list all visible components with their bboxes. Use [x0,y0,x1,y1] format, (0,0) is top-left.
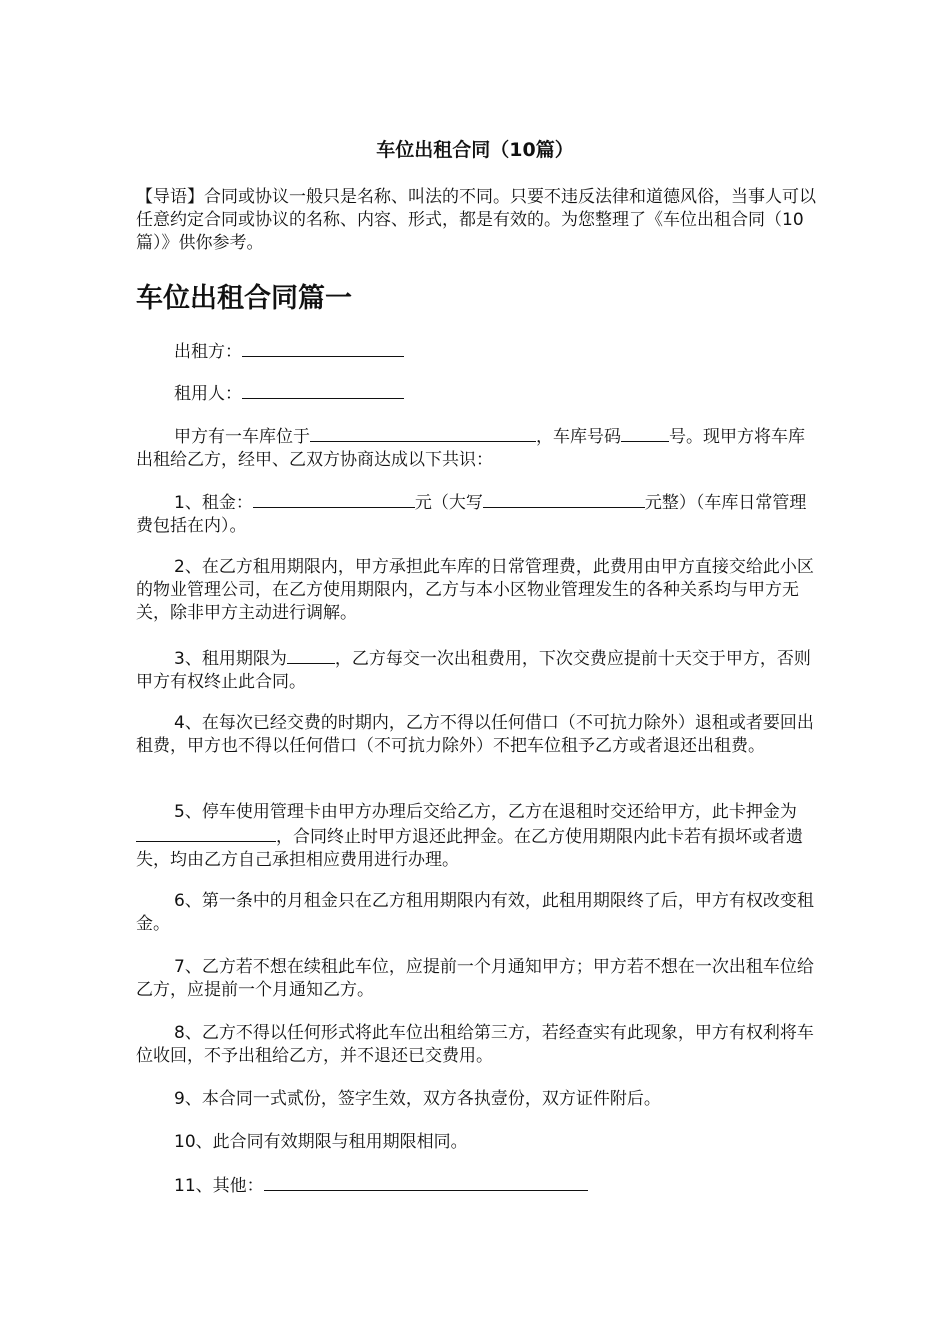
clause-1 [136,490,816,538]
lessee-blank [242,381,404,399]
clause-text: 3、租用期限为 [174,649,287,669]
clause-3 [136,646,816,694]
clause-5 [136,801,816,872]
clause-text: ，车库号码 [536,427,621,447]
clause-text: 元（大写 [414,493,483,513]
clause-text: ，乙方每交一次出租费用，下次交费应提前十天交于甲方，否则甲方有权终止此合同。 [136,649,811,692]
clause-4: 4、在每次已经交费的时期内，乙方不得以任何借口（不可抗力除外）退租或者要回出租费，甲方也不得以任何借口（不可抗力除外）不把车位租予乙方或者退还出租费。 [136,713,814,756]
clause-9: 9、本合同一式贰份，签字生效，双方各执壹份，双方证件附后。 [174,1089,661,1109]
lessor-label: 出租方： [174,342,242,362]
clause-10: 10、此合同有效期限与租用期限相同。 [174,1132,468,1152]
lessor-line [136,339,816,364]
clause-text: 1、租金： [174,493,253,513]
clause-7: 7、乙方若不想在续租此车位，应提前一个月通知甲方；甲方若不想在一次出租车位给乙方，应提前一个月通知乙方。 [136,957,814,1000]
term-blank [287,646,335,664]
rent-capital-blank [483,490,645,508]
lessee-label: 租用人： [174,384,242,404]
lessee-line [136,381,816,406]
clause-6: 6、第一条中的月租金只在乙方租用期限内有效，此租用期限终了后，甲方有权改变租金。 [136,891,814,934]
clause-intro [136,424,816,472]
other-blank [264,1173,588,1191]
lessor-blank [242,339,404,357]
section-heading: 车位出租合同篇一 [136,283,352,314]
garage-number-blank [621,424,669,442]
rent-blank [253,490,415,508]
clause-11 [136,1173,816,1198]
clause-text: 甲方有一车库位于 [174,427,310,447]
clause-text: 号。现甲方将车库出租给乙方，经甲、乙双方协商达成以下共识： [136,427,805,470]
clause-text: ，合同终止时甲方退还此押金。在乙方使用期限内此卡若有损坏或者遗失，均由乙方自己承担相应费用进行办理。 [136,827,803,870]
clause-2: 2、在乙方租用期限内，甲方承担此车库的日常管理费，此费用由甲方直接交给此小区的物业管理公司，在乙方使用期限内，乙方与本小区物业管理发生的各种关系均与甲方无关，除非甲方主动进行调解。 [136,557,814,623]
intro-paragraph: 【导语】合同或协议一般只是名称、叫法的不同。只要不违反法律和道德风俗，当事人可以任意约定合同或协议的名称、内容、形式，都是有效的。为您整理了《车位出租合同（10篇）》供你参考。 [136,187,816,253]
clause-text: 元整）（车库日常管理费包括在内）。 [136,493,807,536]
location-blank [310,424,536,442]
deposit-blank [136,824,276,842]
document-title: 车位出租合同（10篇） [376,139,574,161]
clause-text: 11、其他： [174,1176,264,1196]
clause-text: 5、停车使用管理卡由甲方办理后交给乙方，乙方在退租时交还给甲方，此卡押金为 [174,802,797,822]
clause-8: 8、乙方不得以任何形式将此车位出租给第三方，若经查实有此现象，甲方有权利将车位收回，不予出租给乙方，并不退还已交费用。 [136,1023,814,1066]
